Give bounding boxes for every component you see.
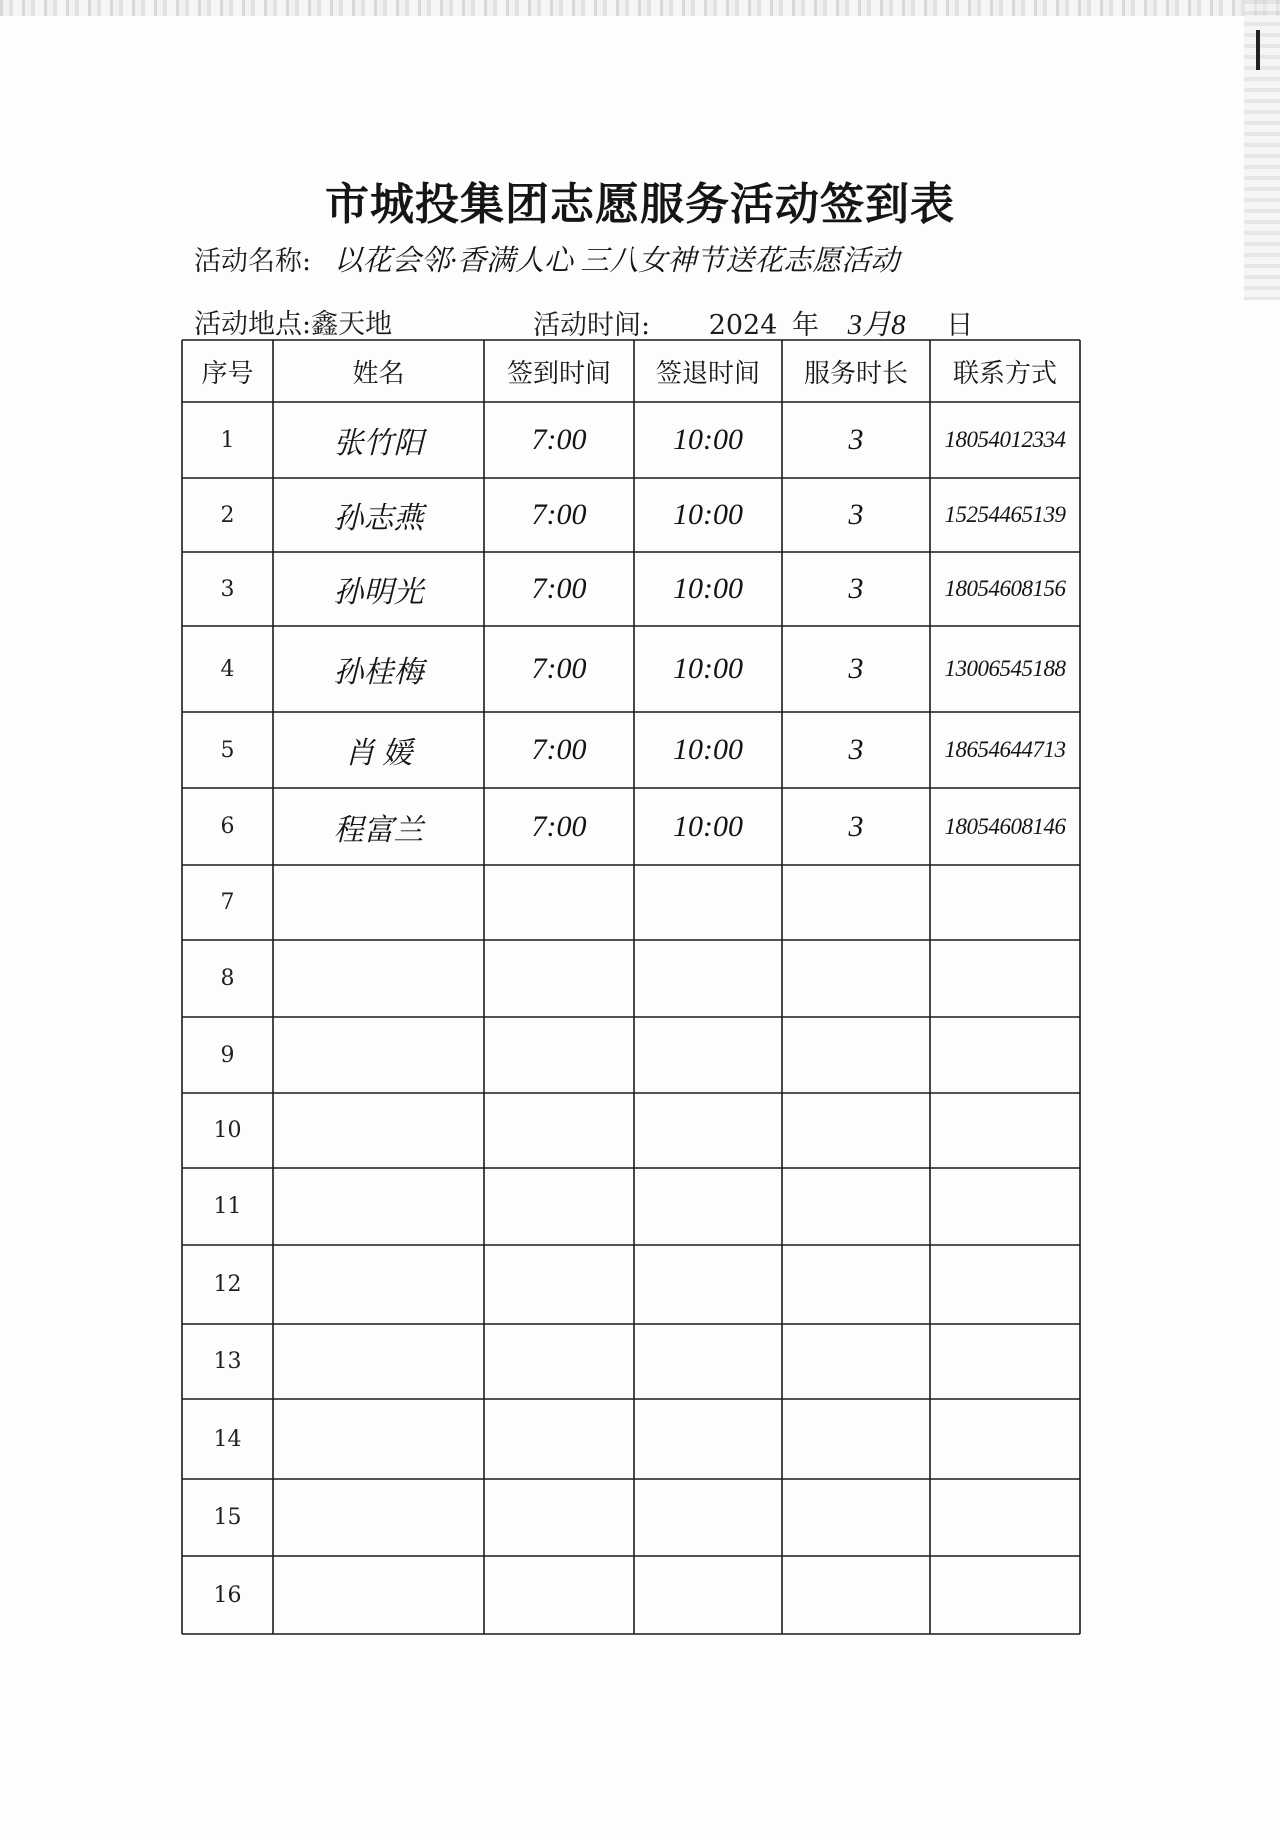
table-cell-hours — [782, 1093, 930, 1168]
table-cell-contact — [930, 1093, 1080, 1168]
table-cell-name — [273, 1479, 484, 1556]
table-cell-sign-in: 7:00 — [531, 733, 587, 766]
table-cell-sign-out: 10:00 — [673, 498, 743, 531]
row-number: 12 — [213, 1272, 242, 1297]
table-cell-sign-in — [484, 1399, 634, 1479]
table-cell-name — [273, 1093, 484, 1168]
table-cell-name: 张竹阳 — [333, 427, 424, 460]
document-title: 市城投集团志愿服务活动签到表 — [325, 179, 955, 230]
table-cell-hours: 3 — [848, 572, 864, 605]
table-cell-sign-out: 10:00 — [673, 572, 743, 605]
table-cell-hours: 3 — [848, 809, 864, 843]
table-cell-name — [273, 1168, 484, 1245]
table-cell-sign-out: 10:00 — [673, 809, 743, 843]
table-cell-sign-out — [634, 1399, 782, 1479]
table-cell-name — [273, 1556, 484, 1634]
table-cell-hours — [782, 1168, 930, 1245]
table-cell-name: 孙桂梅 — [333, 656, 424, 689]
table-cell-hours: 3 — [848, 423, 864, 456]
table-cell-hours — [782, 1399, 930, 1479]
table-cell-sign-out — [634, 1017, 782, 1093]
table-cell-sign-out: 10:00 — [673, 423, 743, 456]
table-cell-hours — [782, 1556, 930, 1634]
table-cell-sign-out — [634, 1479, 782, 1556]
row-number: 16 — [213, 1582, 242, 1608]
table-cell-name — [273, 1017, 484, 1093]
row-number: 15 — [213, 1505, 242, 1530]
table-cell-contact — [930, 1324, 1080, 1399]
row-number: 10 — [213, 1118, 242, 1143]
table-cell-name — [273, 940, 484, 1017]
table-cell-name: 孙志燕 — [333, 502, 424, 535]
table-header-cell: 序号 — [201, 358, 254, 389]
table-cell-hours: 3 — [848, 652, 864, 685]
activity-name-label: 活动名称: — [194, 246, 312, 277]
table-header-cell: 签到时间 — [506, 358, 611, 389]
table-cell-contact — [930, 1479, 1080, 1556]
table-cell-sign-in — [484, 1556, 634, 1634]
table-cell-sign-in: 7:00 — [531, 572, 587, 605]
row-number: 11 — [213, 1194, 242, 1219]
table-header-cell: 签退时间 — [655, 358, 760, 389]
table-cell-contact: 18654644713 — [944, 737, 1066, 762]
table-cell-contact: 18054608156 — [944, 576, 1066, 601]
table-header-cell: 联系方式 — [952, 358, 1057, 389]
row-number: 7 — [220, 890, 235, 915]
table-cell-sign-in — [484, 1093, 634, 1168]
table-cell-contact — [930, 1168, 1080, 1245]
table-cell-sign-in: 7:00 — [531, 652, 587, 685]
table-cell-contact: 13006545188 — [944, 656, 1066, 681]
table-cell-sign-in — [484, 940, 634, 1017]
table-cell-sign-out — [634, 865, 782, 940]
row-number: 9 — [220, 1042, 235, 1068]
row-number: 5 — [220, 737, 235, 763]
row-number: 1 — [220, 427, 235, 453]
table-cell-sign-out — [634, 1093, 782, 1168]
table-cell-hours — [782, 940, 930, 1017]
table-cell-name: 孙明光 — [333, 576, 424, 609]
table-cell-sign-in: 7:00 — [531, 809, 587, 843]
activity-day-char: 日 — [946, 310, 974, 341]
table-header-cell: 姓名 — [352, 358, 405, 389]
table-cell-contact: 18054012334 — [944, 427, 1066, 452]
table-cell-contact — [930, 1017, 1080, 1093]
table-cell-contact — [930, 1399, 1080, 1479]
table-cell-sign-in — [484, 1017, 634, 1093]
table-cell-sign-out — [634, 1556, 782, 1634]
activity-time-label: 活动时间: — [533, 310, 651, 341]
table-cell-hours: 3 — [848, 498, 864, 531]
activity-year: 2024 — [708, 310, 778, 341]
table-cell-contact — [930, 865, 1080, 940]
row-number: 13 — [213, 1349, 242, 1374]
location-label: 活动地点: — [194, 309, 312, 340]
table-cell-hours: 3 — [848, 733, 864, 766]
table-cell-sign-in: 7:00 — [531, 423, 587, 456]
activity-name-value: 以花会邻·香满人心 三八女神节送花志愿活动 — [333, 245, 900, 277]
table-cell-contact — [930, 1245, 1080, 1324]
row-number: 2 — [220, 502, 235, 528]
table-cell-name: 程富兰 — [333, 813, 424, 847]
table-cell-sign-out — [634, 1245, 782, 1324]
table-cell-sign-in — [484, 1245, 634, 1324]
row-number: 6 — [220, 814, 235, 839]
activity-month-day: 3月8 — [847, 309, 906, 341]
activity-year-char: 年 — [792, 310, 820, 341]
table-cell-hours — [782, 1324, 930, 1399]
table-cell-sign-out — [634, 940, 782, 1017]
row-number: 8 — [220, 966, 235, 991]
table-cell-name — [273, 1399, 484, 1479]
table-cell-contact — [930, 1556, 1080, 1634]
row-number: 14 — [213, 1426, 242, 1452]
table-cell-sign-in — [484, 865, 634, 940]
row-number: 3 — [220, 576, 235, 602]
table-cell-name — [273, 1324, 484, 1399]
table-cell-hours — [782, 1017, 930, 1093]
table-cell-hours — [782, 1479, 930, 1556]
table-cell-sign-in: 7:00 — [531, 498, 587, 531]
location-value: 鑫天地 — [311, 309, 393, 340]
table-header-cell: 服务时长 — [803, 358, 908, 389]
table-cell-name — [273, 1245, 484, 1324]
table-cell-sign-out — [634, 1324, 782, 1399]
table-cell-name — [273, 865, 484, 940]
table-cell-sign-in — [484, 1324, 634, 1399]
table-cell-sign-in — [484, 1479, 634, 1556]
table-cell-contact: 18054608146 — [944, 813, 1066, 839]
table-cell-sign-out: 10:00 — [673, 652, 743, 685]
table-cell-contact: 15254465139 — [944, 502, 1066, 527]
table-cell-sign-out — [634, 1168, 782, 1245]
table-cell-name: 肖 媛 — [344, 737, 413, 770]
table-cell-hours — [782, 1245, 930, 1324]
table-cell-sign-in — [484, 1168, 634, 1245]
table-cell-hours — [782, 865, 930, 940]
row-number: 4 — [220, 656, 235, 682]
table-cell-sign-out: 10:00 — [673, 733, 743, 766]
table-cell-contact — [930, 940, 1080, 1017]
